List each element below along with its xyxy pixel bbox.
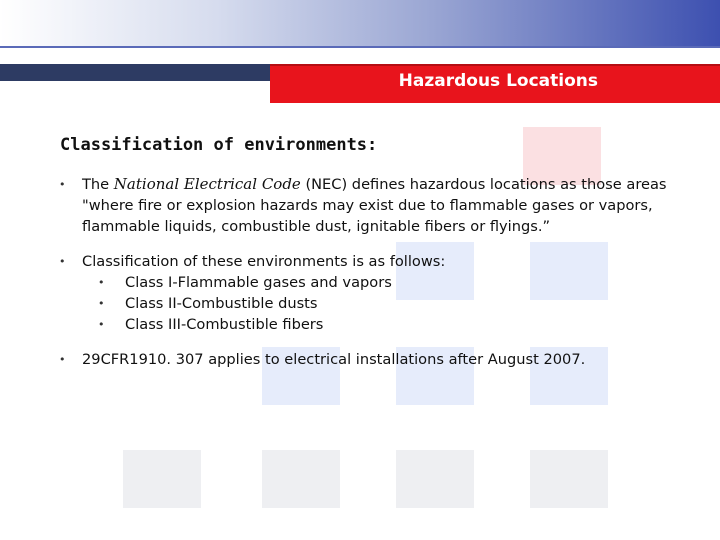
bullet-icon: •	[59, 353, 66, 366]
deco-tile-grey	[123, 450, 201, 508]
bullet-icon: •	[59, 178, 66, 191]
bullet-icon: •	[98, 297, 105, 310]
bullet-text-pre: The	[82, 176, 114, 193]
sub-bullet-text: Class I-Flammable gases and vapors	[125, 274, 392, 291]
section-heading: Classification of environments:	[60, 135, 378, 155]
nec-title: National Electrical Code	[113, 175, 301, 193]
bullet-item-nec-definition	[58, 174, 668, 237]
bullet-list	[58, 174, 668, 384]
bullet-item-cfr	[58, 349, 668, 370]
deco-tile-grey	[530, 450, 608, 508]
deco-tile-grey	[396, 450, 474, 508]
bullet-text: 29CFR1910. 307 applies to electrical installations after August 2007.	[82, 351, 586, 368]
bullet-text-post: (NEC) defines hazardous locations as those areas "where fire or explosion hazards may exist due to flammable gases or vapors, flammable liquids, combustible dust, ignitable fibers or flyings.”	[82, 176, 667, 235]
title-bar-edge	[270, 64, 720, 66]
header-divider-line	[0, 46, 720, 48]
header-gradient-band	[0, 0, 720, 46]
slide-title: Hazardous Locations	[398, 71, 598, 91]
sub-bullet-text: Class II-Combustible dusts	[125, 295, 318, 312]
sub-bullet-class-iii	[82, 314, 668, 335]
sub-bullet-class-ii	[82, 293, 668, 314]
bullet-icon: •	[59, 255, 66, 268]
deco-tile-grey	[262, 450, 340, 508]
bullet-item-classification	[58, 251, 668, 335]
bullet-icon: •	[98, 318, 105, 331]
sub-bullet-class-i	[82, 272, 668, 293]
bullet-text: Classification of these environments is as follows:	[82, 253, 446, 270]
sub-bullet-list	[82, 272, 668, 335]
bullet-icon: •	[98, 276, 105, 289]
header-dark-bar	[0, 64, 270, 81]
sub-bullet-text: Class III-Combustible fibers	[125, 316, 324, 333]
